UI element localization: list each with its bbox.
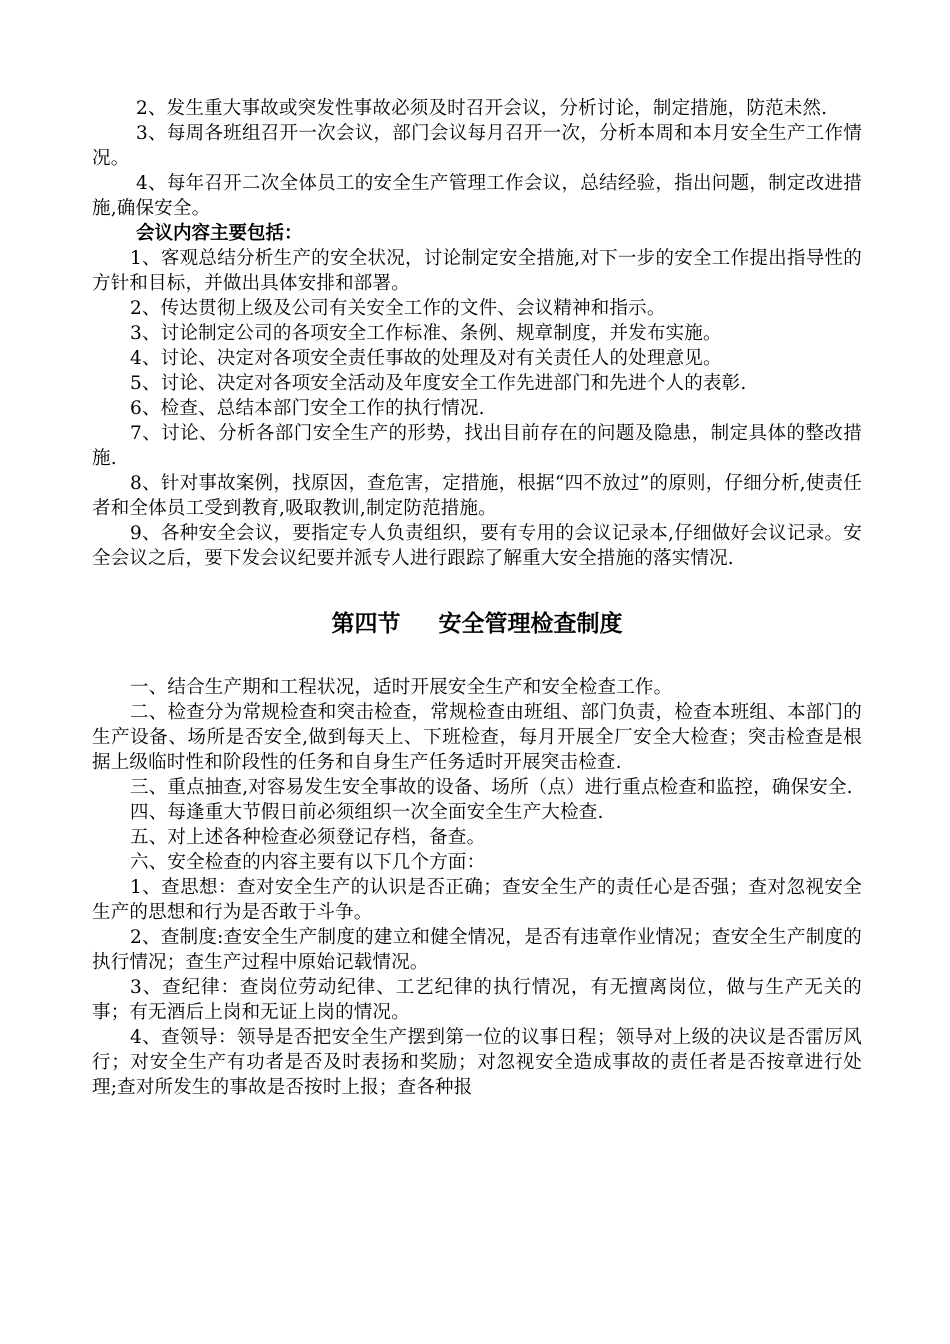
paragraph-inspection-4: 四、每逢重大节假日前必须组织一次全面安全生产大检查. (130, 802, 604, 823)
paragraph-inspection-2: 二、检查分为常规检查和突击检查，常规检查由班组、部门负责，检查本班组、本部门的生产设备、场所是否安全,做到每天上、下班检查，每月开展全厂安全大检查；突击检查是根据上级临时性和阶段性的任务和自身生产任务适时开展突击检查. (92, 702, 862, 773)
paragraph-content-item-4: 4、讨论、决定对各项安全责任事故的处理及对有关责任人的处理意见。 (130, 348, 722, 369)
paragraph-inspection-3: 三、重点抽查,对容易发生安全事故的设备、场所（点）进行重点检查和监控，确保安全. (130, 777, 853, 798)
paragraph-inspection-5: 五、对上述各种检查必须登记存档，备查。 (130, 827, 486, 848)
document-page (92, 96, 862, 1100)
paragraph-check-leadership: 4、查领导：领导是否把安全生产摆到第一位的议事日程；领导对上级的决议是否雷厉风行；对安全生产有功者是否及时表扬和奖励；对忽视安全造成事故的责任者是否按章进行处理;查对所发生的事故是否按时上报；查各种报 (92, 1027, 862, 1098)
meeting-content-heading: 会议内容主要包括： (136, 223, 303, 244)
section-heading (92, 609, 862, 639)
paragraph-meeting-rule-4: 4、每年召开二次全体员工的安全生产管理工作会议，总结经验，指出问题，制定改进措施,确保安全。 (92, 173, 862, 219)
paragraph-content-item-3: 3、讨论制定公司的各项安全工作标准、条例、规章制度，并发布实施。 (130, 323, 722, 344)
paragraph-content-item-5: 5、讨论、决定对各项安全活动及年度安全工作先进部门和先进个人的表彰. (130, 373, 747, 394)
paragraph-content-item-9: 9、各种安全会议，要指定专人负责组织，要有专用的会议记录本,仔细做好会议记录。安全会议之后，要下发会议纪要并派专人进行跟踪了解重大安全措施的落实情况. (92, 523, 862, 569)
paragraph-inspection-1: 一、结合生产期和工程状况，适时开展安全生产和安全检查工作。 (130, 677, 673, 698)
paragraph-meeting-rule-2: 2、发生重大事故或突发性事故必须及时召开会议，分析讨论，制定措施，防范未然. (136, 98, 828, 119)
paragraph-check-thought: 1、查思想：查对安全生产的认识是否正确；查安全生产的责任心是否强；查对忽视安全生产的思想和行为是否敢于斗争。 (92, 877, 862, 923)
paragraph-content-item-8: 8、针对事故案例，找原因，查危害，定措施，根据“四不放过”的原则，仔细分析,使责任者和全体员工受到教育,吸取教训,制定防范措施。 (92, 473, 862, 519)
paragraph-meeting-rule-3: 3、每周各班组召开一次会议，部门会议每月召开一次，分析本周和本月安全生产工作情况。 (92, 123, 862, 169)
paragraph-inspection-6: 六、安全检查的内容主要有以下几个方面： (130, 852, 486, 873)
section-title: 安全管理检查制度 (438, 611, 623, 637)
paragraph-check-system: 2、查制度:查安全生产制度的建立和健全情况，是否有违章作业情况；查安全生产制度的执行情况；查生产过程中原始记载情况。 (92, 927, 862, 973)
paragraph-content-item-2: 2、传达贯彻上级及公司有关安全工作的文件、会议精神和指示。 (130, 298, 666, 319)
section-number: 第四节 (331, 611, 401, 637)
paragraph-check-discipline: 3、查纪律：查岗位劳动纪律、工艺纪律的执行情况，有无擅离岗位，做与生产无关的事；有无酒后上岗和无证上岗的情况。 (92, 977, 862, 1023)
paragraph-content-item-7: 7、讨论、分析各部门安全生产的形势，找出目前存在的问题及隐患，制定具体的整改措施. (92, 423, 862, 469)
paragraph-content-item-6: 6、检查、总结本部门安全工作的执行情况. (130, 398, 485, 419)
paragraph-content-item-1: 1、客观总结分析生产的安全状况，讨论制定安全措施,对下一步的安全工作提出指导性的方针和目标，并做出具体安排和部署。 (92, 248, 862, 294)
